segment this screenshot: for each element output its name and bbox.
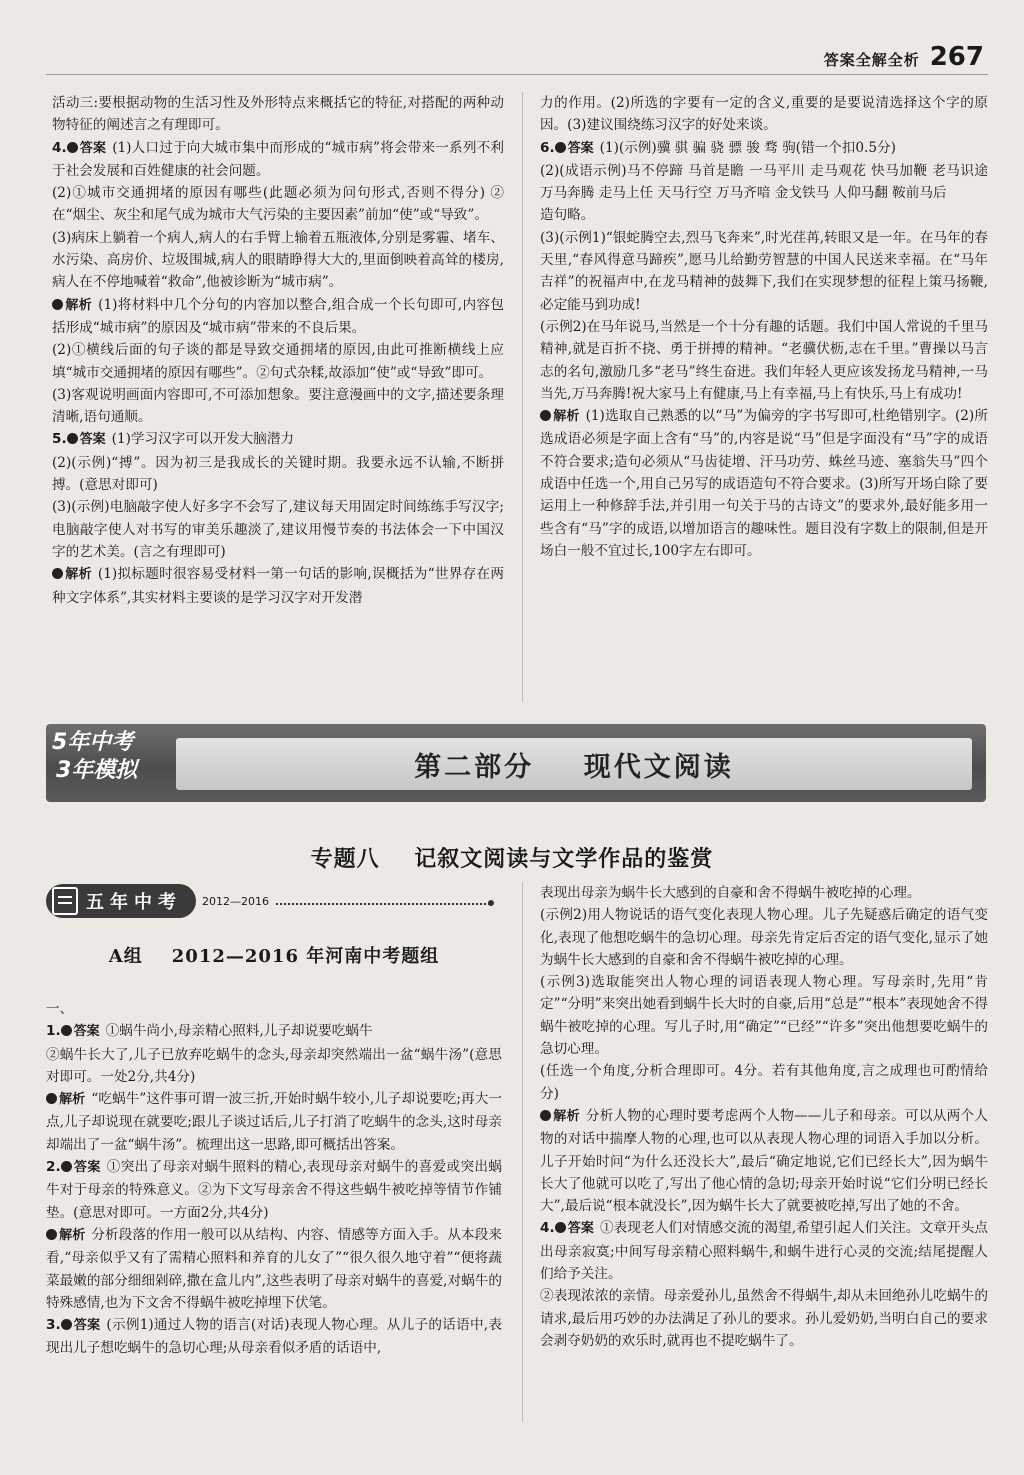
header-title: 答案全解全析 <box>823 51 920 69</box>
banner-title-box <box>176 738 972 790</box>
answer-label: 答案 <box>67 432 106 447</box>
answer-paragraph: (3)(示例1)“银蛇腾空去,烈马飞奔来”,时光荏苒,转眼又是一年。在马年的春天里,“春风得意马蹄疾”,愿马儿给勤劳智慧的中国人民送来幸福。在“马年吉祥”的祝福声中,在龙马精神的鼓舞下,我们在实现梦想的征程上策马扬鞭,必定能马到功成! <box>540 229 988 313</box>
answer-text: (1)学习汉字可以开发大脑潜力 <box>111 431 295 448</box>
answer-paragraph: (2)(示例)“搏”。因为初三是我成长的关键时期。我要永远不认输,不断拼搏。(意思对即可) <box>52 454 504 494</box>
answer-label: 答案 <box>67 141 107 156</box>
question-number: 3. <box>46 1317 61 1334</box>
answer-paragraph <box>540 405 988 562</box>
answer-paragraph <box>46 1088 502 1156</box>
answer-paragraph <box>52 428 504 451</box>
answer-label: 答案 <box>61 1160 101 1175</box>
group-title: A组 2012—2016 年河南中考题组 <box>108 946 440 967</box>
analysis-label: 解析 <box>52 298 92 313</box>
answer-text: “吃蜗牛”这件事可谓一波三折,开始时蜗牛较小,儿子却说要吃;再大一点,儿子却说现在就要吃;跟儿子谈过话后,儿子打消了吃蜗牛的念头,这时母亲却端出了一盆“蜗牛汤”。梳理出这一思路,即可概括出答案。 <box>46 1091 502 1153</box>
analysis-label: 解析 <box>52 567 92 582</box>
analysis-label: 解析 <box>46 1092 85 1107</box>
answer-label: 答案 <box>61 1024 100 1039</box>
answer-text: 分析人物的心理时要考虑两个人物——儿子和母亲。可以从两个人物的对话中揣摩人物的心理,也可以从表现人物心理的词语入手加以分析。儿子开始时问“为什么还没长大”,最后“确定地说,它们已经长大”,因为蜗牛长大了他就可以吃了,写出了他心情的急切;母亲开始时说“它们分明已经长大”,最后说“根本就没长”,因为蜗牛长大了就要被吃掉,写出了她的不舍。 <box>540 1107 988 1215</box>
answer-paragraph <box>46 1314 502 1360</box>
page-number: 267 <box>929 42 984 72</box>
analysis-label: 解析 <box>540 1109 580 1124</box>
answer-paragraph: (示例2)用人物说话的语气变化表现人物心理。儿子先疑惑后确定的语气变化,表现了他想吃蜗牛的急切心理。母亲先肯定后否定的语气变化,显示了她为蜗牛长大感到的自豪和舍不得蜗牛被吃掉的心理。 <box>540 907 988 968</box>
answer-paragraph: ②表现浓浓的亲情。母亲爱孙儿,虽然舍不得蜗牛,却从未回绝孙儿吃蜗牛的请求,最后用巧妙的办法满足了孙儿的要求。孙儿爱奶奶,当明白自己的要求会剥夺奶奶的欢乐时,就再也不提吃蜗牛了。 <box>540 1288 988 1349</box>
answer-paragraph <box>540 1105 988 1217</box>
answer-text: (示例1)通过人物的语言(对话)表现人物心理。从儿子的话语中,表现出儿子想吃蜗牛的急切心理;从母亲看似矛盾的话语中, <box>46 1317 502 1357</box>
answer-paragraph <box>540 1217 988 1285</box>
answer-paragraph: 造句略。 <box>540 207 595 224</box>
section-tag-text: 五年中考 <box>86 892 182 913</box>
label-marker-icon <box>540 410 551 421</box>
part-banner <box>46 724 986 802</box>
answer-text: ①表现老人们对情感交流的渴望,希望引起人们关注。文章开头点出母亲寂寞;中间写母亲精心照料蜗牛,和蜗牛进行心灵的交流;结尾提醒人们给予关注。 <box>540 1220 988 1283</box>
answer-paragraph <box>540 137 988 160</box>
answer-label: 答案 <box>555 1221 594 1236</box>
label-marker-icon <box>52 299 63 310</box>
logo-line-1: 5年中考 <box>52 730 134 755</box>
answer-paragraph <box>52 563 504 609</box>
answer-text: (1)将材料中几个分句的内容加以整合,组合成一个长句即可,内容包括形成“城市病”的原因及“城市病”带来的不良后果。 <box>52 296 504 336</box>
answer-text: (1)拟标题时很容易受材料一第一句话的影响,误概括为“世界存在两种文字体系”,其实材料主要谈的是学习汉字对开发潜 <box>52 566 504 606</box>
label-marker-icon <box>67 142 78 153</box>
answer-text: (1)人口过于向大城市集中而形成的“城市病”将会带来一系列不利于社会发展和百姓健康的社会问题。 <box>52 139 504 179</box>
logo-line-2: 3年模拟 <box>56 758 138 783</box>
answer-paragraph: (3)(示例)电脑敲字使人好多字不会写了,建议每天用固定时间练练手写汉字;电脑敲字使人对书写的审美乐趣淡了,建议用慢节奏的书法体会一下中国汉字的艺术美。(言之有理即可) <box>52 499 504 560</box>
answer-paragraph: 力的作用。(2)所选的字要有一定的含义,重要的是要说清选择这个字的原因。(3)建议围绕练习汉字的好处来谈。 <box>540 95 988 134</box>
answer-paragraph: (2)(成语示例)马不停蹄 马首是瞻 一马平川 走马观花 快马加鞭 老马识途 万马奔腾 走马上任 天马行空 万马齐喑 金戈铁马 人仰马翻 鞍前马后 <box>540 162 988 202</box>
topic-title: 专题八 记叙文阅读与文学作品的鉴赏 <box>310 846 714 872</box>
answer-paragraph: (示例3)选取能突出人物心理的词语表现人物心理。写母亲时,先用“肯定”“分明”来突出她看到蜗牛长大时的自豪,后用“总是”“根本”表现她舍不得蜗牛被吃掉的心理。写儿子时,用“确定”“已经”“许多”突出他想要吃蜗牛的急切心理。 <box>540 974 988 1058</box>
answer-paragraph: 表现出母亲为蜗牛长大感到的自豪和舍不得蜗牛被吃掉的心理。 <box>540 885 921 901</box>
answer-paragraph: (示例2)在马年说马,当然是一个十分有趣的话题。我们中国人常说的千里马精神,就是百折不挠、勇于拼搏的精神。“老骥伏枥,志在千里。”曹操以马言志的名句,激励几多“老马”终生奋进。我们年轻人更应该发扬龙马精神,一马当先,万马奔腾!祝大家马上有健康,马上有幸福,马上有快乐,马上有成功! <box>540 318 988 402</box>
header-rule <box>46 74 988 75</box>
label-marker-icon <box>61 1025 72 1036</box>
page-header <box>824 42 984 72</box>
label-marker-icon <box>61 1161 72 1172</box>
label-marker-icon <box>540 1110 551 1121</box>
right-top-column <box>540 92 988 562</box>
question-number: 2. <box>46 1159 61 1176</box>
answer-paragraph: 活动三:要根据动物的生活习性及外形特点来概括它的特征,对搭配的两种动物特征的阐述言之有理即可。 <box>52 95 504 134</box>
section-tag <box>46 884 269 918</box>
answer-paragraph <box>52 137 504 183</box>
answer-paragraph: ②蜗牛长大了,儿子已放弃吃蜗牛的念头,母亲却突然端出一盆“蜗牛汤”(意思对即可。一处2分,共4分) <box>46 1046 502 1085</box>
label-marker-icon <box>46 1229 57 1240</box>
part-title: 第二部分 现代文阅读 <box>414 751 734 783</box>
answer-paragraph <box>46 1224 502 1314</box>
column-divider <box>522 92 523 702</box>
answer-paragraph: (3)病床上躺着一个病人,病人的右手臂上输着五瓶液体,分别是雾霾、堵车、水污染、高房价、垃圾围城,病人的眼睛睁得大大的,里面倒映着高耸的楼房,病人在不停地喊着“救命”,他被诊断为“城市病”。 <box>52 229 504 291</box>
analysis-label: 解析 <box>540 409 580 424</box>
section-tag-box <box>46 884 196 918</box>
dotted-rule <box>276 903 490 905</box>
answer-label: 答案 <box>555 141 594 156</box>
answer-paragraph: (任选一个角度,分析合理即可。4分。若有其他角度,言之成理也可酌情给分) <box>540 1063 988 1102</box>
label-marker-icon <box>555 142 566 153</box>
left-bottom-column <box>46 998 502 1360</box>
label-marker-icon <box>61 1319 72 1330</box>
question-number: 4. <box>52 139 67 156</box>
answer-text: ①突出了母亲对蜗牛照料的精心,表现母亲对蜗牛的喜爱或突出蜗牛对于母亲的特殊意义。②为下文写母亲舍不得这些蜗牛被吃掉等情节作铺垫。(意思对即可。一方面2分,共4分) <box>46 1159 502 1221</box>
answer-paragraph: (3)客观说明画面内容即可,不可添加想象。要注意漫画中的文字,描述要条理清晰,语句通顺。 <box>52 386 504 426</box>
label-marker-icon <box>555 1222 566 1233</box>
brand-logo <box>52 728 164 798</box>
section-tag-years: 2012—2016 <box>202 894 269 908</box>
question-number: 1. <box>46 1023 61 1040</box>
column-divider <box>522 882 523 1422</box>
label-marker-icon <box>67 433 78 444</box>
document-icon <box>52 887 78 915</box>
answer-label: 答案 <box>61 1318 101 1333</box>
answer-text: ①蜗牛尚小,母亲精心照料,儿子却说要吃蜗牛 <box>105 1023 373 1040</box>
left-top-column <box>52 92 504 609</box>
answer-paragraph: (2)①横线后面的句子谈的都是导致交通拥堵的原因,由此可推断横线上应填“城市交通拥堵的原因有哪些”。②句式杂糅,故添加“使”或“导致”即可。 <box>52 342 504 381</box>
question-number: 4. <box>540 1220 555 1237</box>
answer-paragraph: 一、 <box>46 1001 74 1017</box>
label-marker-icon <box>52 568 63 579</box>
question-number: 5. <box>52 431 67 448</box>
answer-paragraph: (2)①城市交通拥堵的原因有哪些(此题必须为问句形式,否则不得分) ②在“烟尘、灰尘和尾气成为城市大气污染的主要因素”前加“使”或“导致”。 <box>52 185 504 224</box>
answer-text: (1)(示例)骥 骐 骗 骁 骠 骏 骛 驹(错一个扣0.5分) <box>599 139 896 156</box>
rule-end-dot <box>488 900 494 906</box>
analysis-label: 解析 <box>46 1228 85 1243</box>
answer-paragraph <box>52 294 504 340</box>
label-marker-icon <box>46 1093 57 1104</box>
answer-text: 分析段落的作用一般可以从结构、内容、情感等方面入手。从本段来看,“母亲似乎又有了需精心照料和养育的儿女了”“很久很久地守着”“便将蔬菜最嫩的部分细细剁碎,撒在盒儿内”,这些表明了母亲对蜗牛的喜爱,对蜗牛的特殊感情,也为下文舍不得蜗牛被吃掉埋下伏笔。 <box>46 1226 502 1311</box>
answer-text: (1)选取自己熟悉的以“马”为偏旁的字书写即可,杜绝错别字。(2)所选成语必须是字面上含有“马”的,内容是说“马”但是字面没有“马”字的成语不符合要求;造句必须从“马齿徒增、汗马功劳、蛛丝马迹、塞翁失马”四个成语中任选一个,用自己另写的成语造句不符合要求。(3)所写开场白除了要运用上一种修辞手法,并引用一句关于马的古诗文”的要求外,最好能多用一些含有“马”字的成语,以增加语言的趣味性。题目没有字数上的限制,但是开场白一般不宜过长,100字左右即可。 <box>540 408 988 559</box>
question-number: 6. <box>540 139 555 156</box>
answer-paragraph <box>46 1020 502 1043</box>
right-bottom-column <box>540 882 988 1352</box>
answer-paragraph <box>46 1156 502 1224</box>
